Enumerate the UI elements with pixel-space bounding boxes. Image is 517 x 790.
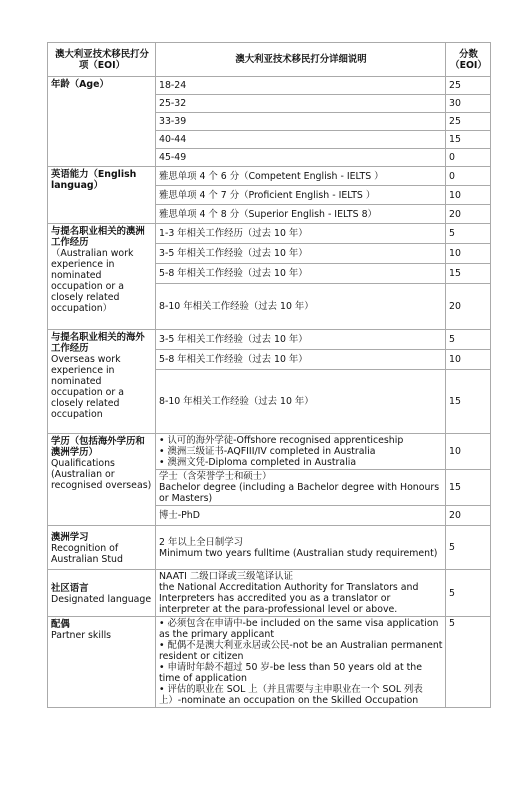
table-row: [48, 617, 491, 708]
partner-label-en: Partner skills: [51, 630, 112, 641]
header-description: 澳大利亚技术移民打分详细说明: [156, 43, 446, 77]
os-work-category: [48, 330, 156, 434]
row-score: 20: [446, 205, 491, 224]
row-description: 33-39: [156, 113, 446, 131]
row-score: 5: [446, 617, 491, 708]
au-study-label-en: Recognition of Australian Stud: [51, 542, 123, 565]
au-study-label-cn: 澳洲学习: [51, 531, 89, 543]
table-row: [48, 167, 491, 186]
row-description: 3-5 年相关工作经验（过去 10 年）: [156, 330, 446, 350]
row-description: [156, 570, 446, 617]
row-description: 博士-PhD: [156, 506, 446, 526]
education-item: • 澳洲文凭-Diploma completed in Australia: [159, 457, 357, 468]
row-score: 15: [446, 264, 491, 284]
au-work-category: [48, 224, 156, 330]
row-description: 雅思单项 4 个 7 分（Proficient English - IELTS ）: [156, 186, 446, 205]
au-study-line: 2 年以上全日制学习: [159, 536, 243, 548]
row-description: [156, 617, 446, 708]
table-row: [48, 330, 491, 350]
table-row: [48, 77, 491, 95]
table-row: [48, 434, 491, 470]
row-score: 5: [446, 330, 491, 350]
au-work-label-cn: 与提名职业相关的澳洲工作经历: [51, 226, 145, 248]
row-description: 8-10 年相关工作经验（过去 10 年）: [156, 284, 446, 330]
education-category: [48, 434, 156, 526]
row-score: 0: [446, 167, 491, 186]
header-category: 澳大利亚技术移民打分项（EOI）: [48, 43, 156, 77]
row-score: 10: [446, 350, 491, 370]
row-description: 40-44: [156, 131, 446, 149]
education-item: • 澳洲三级证书-AQFIII/IV completed in Australia: [159, 446, 376, 457]
education-label-cn: 学历（包括海外学历和澳洲学历）: [51, 436, 145, 458]
row-description: [156, 470, 446, 506]
row-score: 10: [446, 244, 491, 264]
row-score: 0: [446, 149, 491, 167]
row-score: 30: [446, 95, 491, 113]
english-category: 英语能力（English languag）: [48, 167, 156, 224]
row-description: [156, 526, 446, 570]
education-label-en: Qualifications (Australian or recognised overseas): [51, 458, 152, 491]
row-description: 1-3 年相关工作经历（过去 10 年）: [156, 224, 446, 244]
row-score: 15: [446, 370, 491, 434]
table-row: [48, 224, 491, 244]
education-item: 学士（含荣誉学士和硕士）: [159, 471, 272, 482]
partner-line: • 配偶不是澳大利亚永居或公民-not be an Australian permanent resident or citizen: [159, 640, 443, 662]
education-item: • 认可的海外学徒-Offshore recognised apprenticeship: [159, 435, 404, 446]
au-study-category: [48, 526, 156, 570]
community-label-en: Designated language: [51, 593, 152, 605]
education-item: Bachelor degree (including a Bachelor degree with Honours or Masters): [159, 482, 440, 504]
row-score: 5: [446, 224, 491, 244]
row-score: 25: [446, 113, 491, 131]
row-description: 25-32: [156, 95, 446, 113]
row-score: 20: [446, 284, 491, 330]
points-table: [47, 42, 491, 708]
community-line: the National Accreditation Authority for Translators and Interpreters has accredited you as a translator or interpreter at the para-professional level or above.: [159, 582, 419, 615]
row-description: 雅思单项 4 个 8 分（Superior English - IELTS 8）: [156, 205, 446, 224]
partner-line: • 必须包含在申请中-be included on the same visa application as the primary applicant: [159, 618, 439, 640]
row-score: 15: [446, 131, 491, 149]
row-score: 15: [446, 470, 491, 506]
points-table-container: [47, 42, 490, 708]
table-row: [48, 526, 491, 570]
partner-label-cn: 配偶: [51, 619, 70, 630]
row-score: 10: [446, 434, 491, 470]
row-score: 5: [446, 570, 491, 617]
row-description: 雅思单项 4 个 6 分（Competent English - IELTS ）: [156, 167, 446, 186]
partner-line: • 申请时年龄不超过 50 岁-be less than 50 years old at the time of application: [159, 662, 423, 684]
row-score: 20: [446, 506, 491, 526]
row-score: 25: [446, 77, 491, 95]
au-study-line: Minimum two years fulltime (Australian study requirement): [159, 547, 438, 559]
row-description: [156, 434, 446, 470]
row-description: 18-24: [156, 77, 446, 95]
community-category: [48, 570, 156, 617]
os-work-label-en: Overseas work experience in nominated occupation or a closely related occupation: [51, 354, 124, 420]
partner-line: • 评估的职业在 SOL 上（并且需要与主申职业在一个 SOL 列表上）-nominate an occupation on the Skilled Occupation: [159, 684, 423, 706]
os-work-label-cn: 与提名职业相关的海外工作经历: [51, 332, 145, 354]
header-score: 分数（EOI）: [446, 43, 491, 77]
row-score: 10: [446, 186, 491, 205]
header-row: [48, 43, 491, 77]
community-line: NAATI 二级口译或三级笔译认证: [159, 571, 293, 582]
row-description: 5-8 年相关工作经验（过去 10 年）: [156, 264, 446, 284]
row-description: 8-10 年相关工作经验（过去 10 年）: [156, 370, 446, 434]
age-category: 年龄（Age）: [48, 77, 156, 167]
table-row: [48, 570, 491, 617]
row-description: 5-8 年相关工作经验（过去 10 年）: [156, 350, 446, 370]
au-work-label-en: （Australian work experience in nominated occupation or a closely related occupation）: [51, 248, 134, 314]
row-score: 5: [446, 526, 491, 570]
community-label-cn: 社区语言: [51, 582, 89, 594]
row-description: 45-49: [156, 149, 446, 167]
partner-category: [48, 617, 156, 708]
row-description: 3-5 年相关工作经验（过去 10 年）: [156, 244, 446, 264]
